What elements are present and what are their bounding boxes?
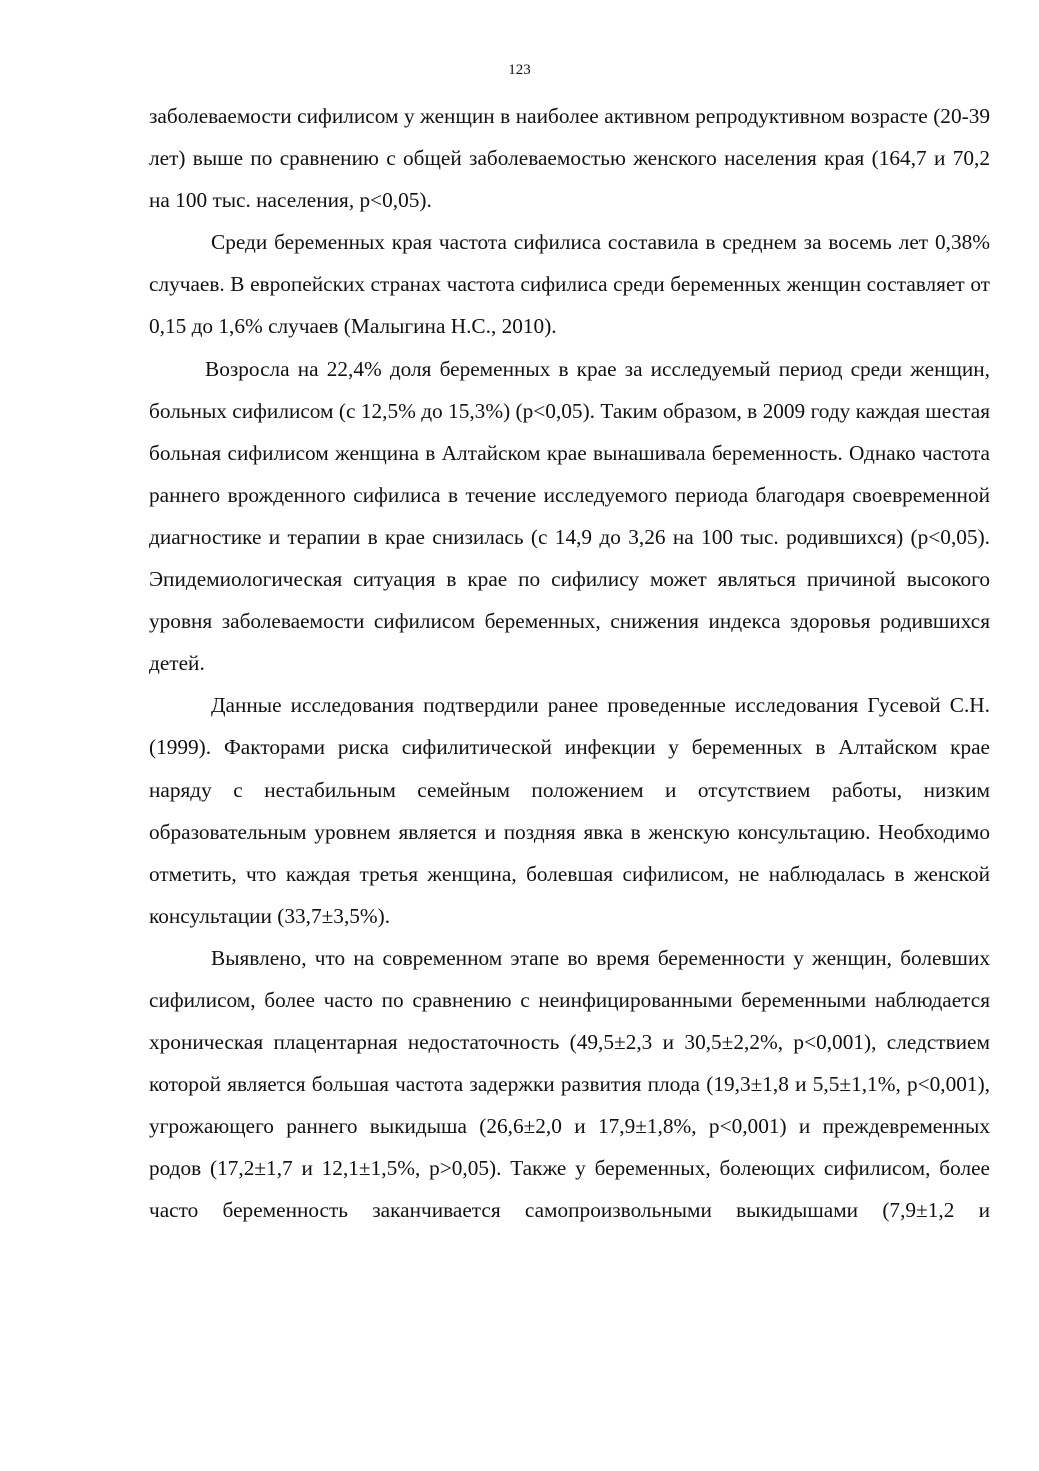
paragraph-2: Среди беременных края частота сифилиса составила в среднем за восемь лет 0,38% случаев. В европейских странах частота сифилиса среди беременных женщин составляет от 0,15 до 1,6% случаев (Малыгина Н.С., 2010). (149, 230, 990, 339)
page-number: 123 (508, 62, 531, 78)
paragraph-1: заболеваемости сифилисом у женщин в наиболее активном репродуктивном возрасте (20-39 лет) выше по сравнению с общей заболеваемостью женского населения края (164,7 и 70,2 на 100 тыс. населения, р<0,05). (149, 104, 990, 213)
paragraph-3: Возросла на 22,4% доля беременных в крае за исследуемый период среди женщин, больных сифилисом (с 12,5% до 15,3%) (р<0,05). Таким образом, в 2009 году каждая шестая больная сифилисом женщина в Алтайском крае вынашивала беременность. Однако частота раннего врожденного сифилиса в течение исследуемого периода благодаря своевременной диагностике и терапии в крае снизилась (с 14,9 до 3,26 на 100 тыс. родившихся) (р<0,05). Эпидемиологическая ситуация в крае по сифилису может являться причиной высокого уровня заболеваемости сифилисом беременных, снижения индекса здоровья родившихся детей. (149, 356, 990, 676)
body-text (149, 95, 990, 1232)
paragraph-5: Выявлено, что на современном этапе во время беременности у женщин, болевших сифилисом, более часто по сравнению с неинфицированными беременными наблюдается хроническая плацентарная недостаточность (49,5±2,3 и 30,5±2,2%, р<0,001), следствием которой является большая частота задержки развития плода (19,3±1,8 и 5,5±1,1%, р<0,001), угрожающего раннего выкидыша (26,6±2,0 и 17,9±1,8%, р<0,001) и преждевременных родов (17,2±1,7 и 12,1±1,5%, р>0,05). Также у беременных, болеющих сифилисом, более часто беременность заканчивается самопроизвольными выкидышами (7,9±1,2 и (149, 945, 990, 1223)
paragraph-4: Данные исследования подтвердили ранее проведенные исследования Гусевой С.Н. (1999). Факторами риска сифилитической инфекции у беременных в Алтайском крае наряду с нестабильным семейным положением и отсутствием работы, низким образовательным уровнем является и поздняя явка в женскую консультацию. Необходимо отметить, что каждая третья женщина, болевшая сифилисом, не наблюдалась в женской консультации (33,7±3,5%). (149, 693, 990, 928)
